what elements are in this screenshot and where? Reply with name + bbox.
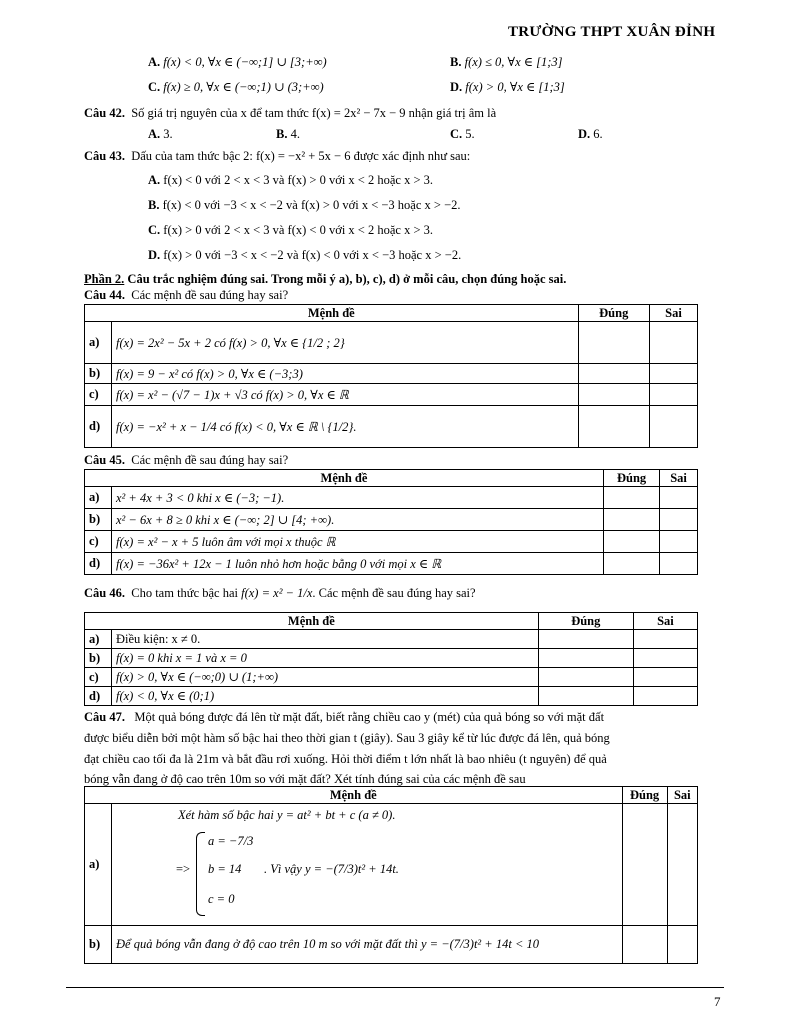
q42-option-b: B. 4. [276,127,300,141]
q41-c-text: f(x) ≥ 0, ∀x ∈ (−∞;1) ∪ (3;+∞) [163,80,324,94]
q46-row-a: Điều kiện: x ≠ 0. [112,630,539,649]
q44-table: Mệnh đề Đúng Sai a) f(x) = 2x² − 5x + 2 có f(x) > 0, ∀x ∈ {1/2 ; 2} b) f(x) = 9 − x² có f(x) > 0, ∀x ∈ (−3;3) c) f(x) = x² − (√7 − 1)x + √3 có f(x) > 0, ∀x ∈ ℝ d) f(x) = −x² + x − 1/4 có f(x) < 0, ∀x ∈ ℝ \ {1/2}. [84,304,698,448]
q44-a-true-cell[interactable] [578,322,649,364]
q45-row-a: x² + 4x + 3 < 0 khi x ∈ (−3; −1). [112,487,604,509]
q45-row-b: x² − 6x + 8 ≥ 0 khi x ∈ (−∞; 2] ∪ [4; +∞). [112,509,604,531]
q44-row-a: f(x) = 2x² − 5x + 2 có f(x) > 0, ∀x ∈ {1/2 ; 2} [112,322,579,364]
footer-divider [66,987,724,988]
q46-b-false-cell[interactable] [633,649,697,668]
q46-row-d: f(x) < 0, ∀x ∈ (0;1) [112,687,539,706]
q47-a-sys-b: b = 14 [208,862,242,876]
q46-a-true-cell[interactable] [538,630,633,649]
q44-row-b: f(x) = 9 − x² có f(x) > 0, ∀x ∈ (−3;3) [112,364,579,384]
q44-d-true-cell[interactable] [578,406,649,448]
q46-a-false-cell[interactable] [633,630,697,649]
q47-table: Mệnh đề Đúng Sai a) Xét hàm số bậc hai y = at² + bt + c (a ≠ 0). => a = −7/3 b = 14 c = 0 . Vì vậy y = −(7/3)t² + 14t. b) Để quả bóng vẫn đang ở độ cao trên 10 m so với mặt đất thì y = −(7/3)t² + 14t < 10 [84,786,698,964]
q41-option-c: C. f(x) ≥ 0, ∀x ∈ (−∞;1) ∪ (3;+∞) [148,80,324,94]
q44-a-false-cell[interactable] [649,322,697,364]
q47-a-false-cell[interactable] [667,804,697,926]
q43-option-b: B. f(x) < 0 với −3 < x < −2 và f(x) > 0 với x < −3 hoặc x > −2. [148,198,461,212]
q44-d-false-cell[interactable] [649,406,697,448]
q45-row-d: f(x) = −36x² + 12x − 1 luôn nhỏ hơn hoặc bằng 0 với mọi x ∈ ℝ [112,553,604,575]
q42-stem [84,106,496,121]
q45-a-false-cell[interactable] [660,487,698,509]
q42-option-d: D. 6. [578,127,603,141]
q47-a-intro: Xét hàm số bậc hai y = at² + bt + c (a ≠ 0). [178,808,396,822]
q47-a-arrow: => [176,862,191,876]
q43-option-a: A. f(x) < 0 với 2 < x < 3 và f(x) > 0 với x < 2 hoặc x > 3. [148,173,433,187]
q47-a-true-cell[interactable] [622,804,667,926]
q45-d-true-cell[interactable] [603,553,659,575]
q46-b-true-cell[interactable] [538,649,633,668]
q41-option-b: B. f(x) ≤ 0, ∀x ∈ [1;3] [450,55,563,69]
q41-b-text: f(x) ≤ 0, ∀x ∈ [1;3] [464,55,563,69]
q43-option-c: C. f(x) > 0 với 2 < x < 3 và f(x) < 0 với x < 2 hoặc x > 3. [148,223,433,237]
q43-option-d: D. f(x) > 0 với −3 < x < −2 và f(x) < 0 với x < −3 hoặc x > −2. [148,248,462,262]
q46-row-c: f(x) > 0, ∀x ∈ (−∞;0) ∪ (1;+∞) [112,668,539,687]
q41-option-a: A. f(x) < 0, ∀x ∈ (−∞;1] ∪ [3;+∞) [148,55,327,69]
q44-c-true-cell[interactable] [578,384,649,406]
q41-d-text: f(x) > 0, ∀x ∈ [1;3] [465,80,565,94]
q45-b-true-cell[interactable] [603,509,659,531]
page-number: 7 [714,994,721,1009]
q45-d-false-cell[interactable] [660,553,698,575]
q46-c-true-cell[interactable] [538,668,633,687]
q47-line-3: đạt chiều cao tối đa là 21m và bắt đầu rơi xuống. Hỏi thời điểm t lớn nhất là bao nhiêu (t nguyên) để quả [84,752,607,766]
q46-d-false-cell[interactable] [633,687,697,706]
q47-a-conclusion: . Vì vậy y = −(7/3)t² + 14t. [264,862,399,876]
q46-d-true-cell[interactable] [538,687,633,706]
q45-c-false-cell[interactable] [660,531,698,553]
q46-formula: f(x) = x² − 1/x [241,586,313,600]
q47-b-true-cell[interactable] [622,926,667,964]
q42-text: Số giá trị nguyên của x để tam thức f(x) = 2x² − 7x − 9 nhận giá trị âm là [131,106,497,120]
q45-b-false-cell[interactable] [660,509,698,531]
q47-a-sys-a: a = −7/3 [208,834,254,848]
q44-b-true-cell[interactable] [578,364,649,384]
q44-row-c: f(x) = x² − (√7 − 1)x + √3 có f(x) > 0, ∀x ∈ ℝ [112,384,579,406]
q45-c-true-cell[interactable] [603,531,659,553]
q45-a-true-cell[interactable] [603,487,659,509]
q42-option-a: A. 3. [148,127,173,141]
q46-table: Mệnh đề Đúng Sai a) Điều kiện: x ≠ 0. b) f(x) = 0 khi x = 1 và x = 0 c) f(x) > 0, ∀x ∈ (−∞;0) ∪ (1;+∞) d) f(x) < 0, ∀x ∈ (0;1) [84,612,698,706]
q47-a-sys-c: c = 0 [208,892,235,906]
q45-table: Mệnh đề Đúng Sai a) x² + 4x + 3 < 0 khi x ∈ (−3; −1). b) x² − 6x + 8 ≥ 0 khi x ∈ (−∞; 2] ∪ [4; +∞). c) f(x) = x² − x + 5 luôn âm với mọi x thuộc ℝ d) f(x) = −36x² + 12x − 1 luôn nhỏ hơn hoặc bằng 0 với mọi x ∈ ℝ [84,469,698,575]
q47-line-2: được biểu diễn bởi một hàm số bậc hai theo thời gian t (giây). Sau 3 giây kể từ lúc được đá lên, quả bóng [84,731,610,745]
school-header: TRƯỜNG THPT XUÂN ĐỈNH [508,24,716,40]
q46-stem: Câu 46. Cho tam thức bậc hai f(x) = x² − 1/x. Các mệnh đề sau đúng hay sai? [84,586,476,600]
q44-stem: Câu 44. Các mệnh đề sau đúng hay sai? [84,288,289,302]
q41-option-d: D. f(x) > 0, ∀x ∈ [1;3] [450,80,565,94]
q47-row-b: Để quả bóng vẫn đang ở độ cao trên 10 m so với mặt đất thì y = −(7/3)t² + 14t < 10 [112,926,623,964]
q45-stem: Câu 45. Các mệnh đề sau đúng hay sai? [84,453,289,467]
q43-stem: Câu 43. Dấu của tam thức bậc 2: f(x) = −x² + 5x − 6 được xác định như sau: [84,149,471,163]
q42-option-c: C. 5. [450,127,475,141]
q44-b-false-cell[interactable] [649,364,697,384]
q45-row-c: f(x) = x² − x + 5 luôn âm với mọi x thuộc ℝ [112,531,604,553]
q44-c-false-cell[interactable] [649,384,697,406]
q47-line-4: bóng vẫn đang ở độ cao trên 10m so với mặt đất? Xét tính đúng sai của các mệnh đề sau [84,772,526,786]
q41-a-text: f(x) < 0, ∀x ∈ (−∞;1] ∪ [3;+∞) [163,55,327,69]
part2-heading: Phần 2. Câu trắc nghiệm đúng sai. Trong mỗi ý a), b), c), d) ở mỗi câu, chọn đúng hoặc sai. [84,272,567,286]
q47-line-1: Câu 47. Một quả bóng được đá lên từ mặt đất, biết rằng chiều cao y (mét) của quả bóng so với mặt đất [84,710,605,724]
q47-b-false-cell[interactable] [667,926,697,964]
q47-a-brace [196,832,205,916]
q44-row-d: f(x) = −x² + x − 1/4 có f(x) < 0, ∀x ∈ ℝ \ {1/2}. [112,406,579,448]
q46-c-false-cell[interactable] [633,668,697,687]
q47-row-a [112,804,623,926]
q42-label: Câu 42. [84,106,125,120]
q46-row-b: f(x) = 0 khi x = 1 và x = 0 [112,649,539,668]
